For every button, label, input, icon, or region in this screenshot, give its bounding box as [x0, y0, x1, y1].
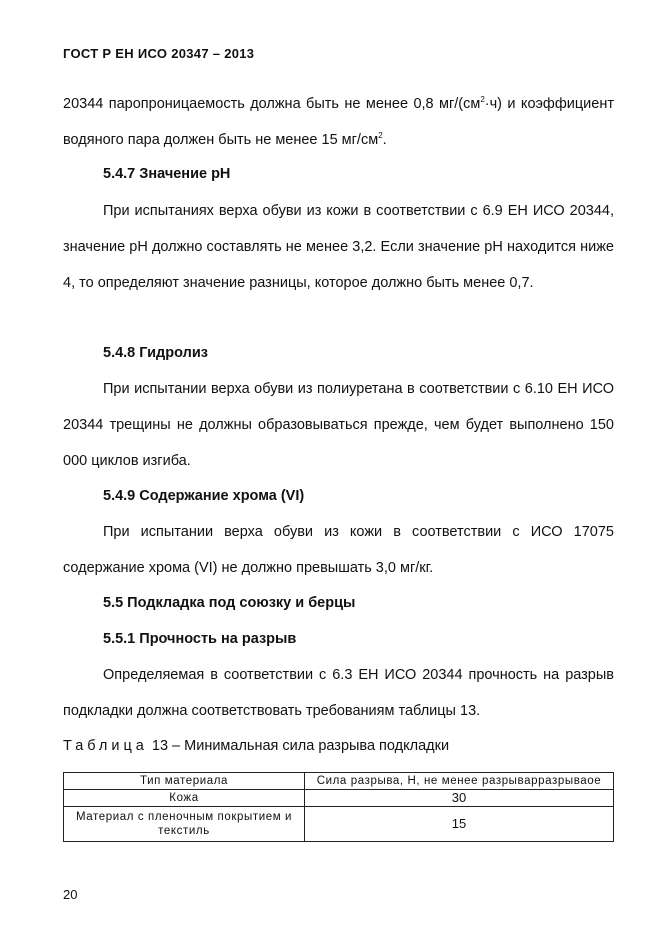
table-cell-material: Материал с пленочным покрытием и текстиль — [64, 807, 305, 842]
section-548-text: При испытании верха обуви из полиуретана в соответствии с 6.10 ЕН ИСО 20344 трещины не должны образовываться прежде, чем будет выполнено 150 000 циклов изгиба. — [63, 381, 614, 469]
section-551-title: 5.5.1 Прочность на разрыв — [103, 631, 297, 647]
intro-text-2: ·ч) и коэффициент водяного пара должен быть не менее 15 мг/см — [63, 96, 614, 148]
intro-text-1: 20344 паропроницаемость должна быть не менее 0,8 мг/(см — [63, 96, 481, 112]
intro-superscript-1: 2 — [480, 95, 485, 104]
section-549-title: 5.4.9 Содержание хрома (VI) — [103, 488, 305, 504]
section-547-title: 5.4.7 Значение рН — [103, 166, 231, 182]
table-row — [64, 807, 614, 842]
section-548-title: 5.4.8 Гидролиз — [103, 345, 208, 361]
section-547-text: При испытаниях верха обуви из кожи в соответствии с 6.9 ЕН ИСО 20344, значение рН должно составлять не менее 3,2. Если значение рН находится ниже 4, то определяют значение разницы, которое должно быть менее 0,7. — [63, 203, 614, 291]
table-caption — [63, 737, 449, 755]
section-55-title: 5.5 Подкладка под союзку и берцы — [103, 595, 356, 611]
intro-paragraph — [63, 86, 614, 158]
intro-superscript-2: 2 — [378, 131, 383, 140]
document-header: ГОСТ Р ЕН ИСО 20347 – 2013 — [63, 46, 255, 61]
table-header-row — [64, 773, 614, 790]
table-row — [64, 790, 614, 807]
table-cell-material: Кожа — [64, 790, 305, 807]
section-551-text: Определяемая в соответствии с 6.3 ЕН ИСО 20344 прочность на разрыв подкладки должна соответствовать требованиям таблицы 13. — [63, 667, 614, 719]
table-header-material: Тип материала — [64, 773, 305, 790]
table-header-force: Сила разрыва, Н, не менее разрыварразрываое — [305, 773, 614, 790]
table-caption-label: Таблица — [63, 738, 148, 754]
section-549-text: При испытании верха обуви из кожи в соответствии с ИСО 17075 содержание хрома (VI) не должно превышать 3,0 мг/кг. — [63, 524, 614, 576]
intro-text-3: . — [382, 132, 387, 148]
breaking-force-table — [63, 772, 614, 842]
page-number: 20 — [63, 887, 78, 902]
table-cell-force: 15 — [305, 807, 614, 842]
table-cell-force: 30 — [305, 790, 614, 807]
table-caption-text: 13 – Минимальная сила разрыва подкладки — [147, 738, 450, 754]
